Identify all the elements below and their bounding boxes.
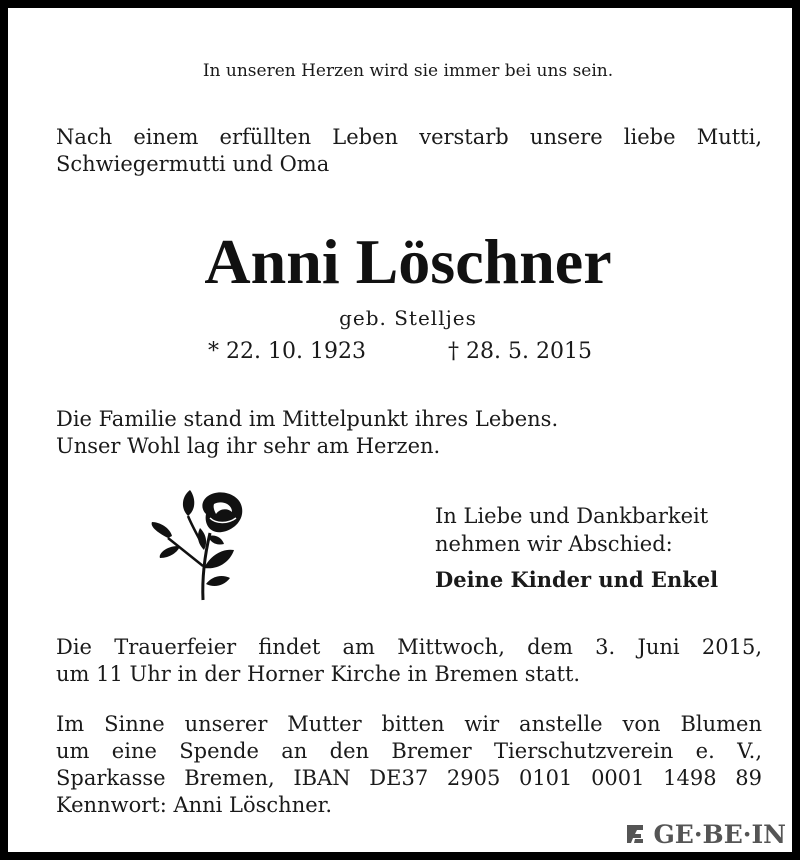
tribute-line-1: Die Familie stand im Mittelpunkt ihres Lebens. bbox=[56, 407, 559, 431]
intro-text bbox=[56, 124, 762, 178]
donation-line-1: Im Sinne unserer Mutter bitten wir anstelle von Blumen bbox=[56, 712, 762, 736]
gebein-logo-icon bbox=[623, 822, 647, 846]
donation-line-3: Sparkasse Bremen, IBAN DE37 2905 0101 0001 1498 89 bbox=[56, 766, 762, 790]
intro-line-1: Nach einem erfüllten Leben verstarb unsere liebe Mutti, bbox=[56, 125, 762, 149]
motto: In unseren Herzen wird sie immer bei uns sein. bbox=[202, 61, 614, 81]
donation-line-4: Kennwort: Anni Löschner. bbox=[56, 793, 333, 817]
farewell-line-2: nehmen wir Abschied: bbox=[435, 532, 673, 556]
donation-line-2: um eine Spende an den Bremer Tierschutzverein e. V., bbox=[56, 739, 762, 763]
donation-text bbox=[56, 711, 762, 819]
signers: Deine Kinder und Enkel bbox=[435, 567, 719, 592]
birth-name: geb. Stelljes bbox=[339, 306, 477, 330]
publisher-logo-text: GE·BE·IN bbox=[653, 819, 786, 849]
tribute-text bbox=[56, 406, 762, 460]
farewell-line-1: In Liebe und Dankbarkeit bbox=[435, 504, 709, 528]
rose-icon bbox=[148, 488, 248, 603]
death-date: † 28. 5. 2015 bbox=[448, 339, 592, 364]
tribute-line-2: Unser Wohl lag ihr sehr am Herzen. bbox=[56, 434, 441, 458]
birth-date: * 22. 10. 1923 bbox=[208, 339, 366, 364]
intro-line-2: Schwiegermutti und Oma bbox=[56, 152, 330, 176]
deceased-name: Anni Löschner bbox=[204, 226, 612, 297]
ceremony-line-1: Die Trauerfeier findet am Mittwoch, dem 3. Juni 2015, bbox=[56, 635, 762, 659]
ceremony-line-2: um 11 Uhr in der Horner Kirche in Bremen statt. bbox=[56, 662, 581, 686]
publisher-logo bbox=[570, 816, 792, 852]
ceremony-text bbox=[56, 634, 762, 688]
